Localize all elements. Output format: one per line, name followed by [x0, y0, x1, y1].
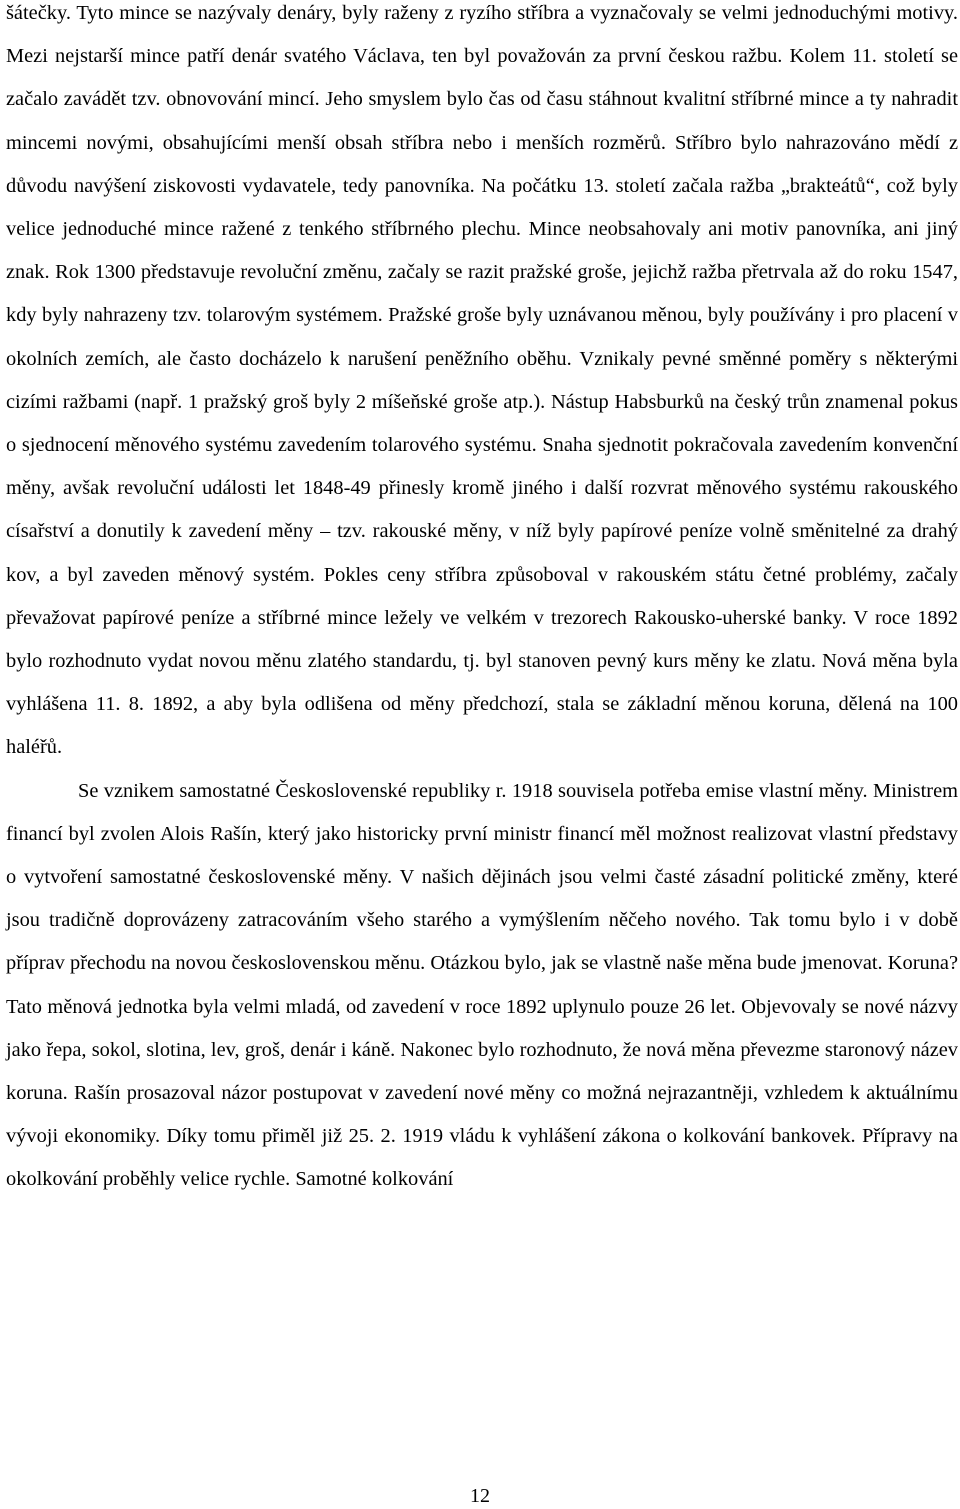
page-number: 12	[470, 1485, 490, 1507]
paragraph-coin-history: šátečky. Tyto mince se nazývaly denáry, byly raženy z ryzího stříbra a vyznačovaly se velmi jednoduchými motivy. Mezi nejstarší mince patří denár svatého Václava, ten byl považován za první českou ražbu. Kolem 11. století se začalo zavádět tzv. obnovování mincí. Jeho smyslem bylo čas od času stáhnout kvalitní stříbrné mince a ty nahradit mincemi novými, obsahujícími menší obsah stříbra nebo i menších rozměrů. Stříbro bylo nahrazováno mědí z důvodu navýšení ziskovosti vydavatele, tedy panovníka. Na počátku 13. století začala ražba „brakteátů“, což byly velice jednoduché mince ražené z tenkého stříbrného plechu. Mince neobsahovaly ani motiv panovníka, ani jiný znak. Rok 1300 představuje revoluční změnu, začaly se razit pražské groše, jejichž ražba přetrvala až do roku 1547, kdy byly nahrazeny tzv. tolarovým systémem. Pražské groše byly uznávanou měnou, byly používány i pro placení v okolních zemích, ale často docházelo k narušení peněžního oběhu. Vznikaly pevné směnné poměry s některými cizími ražbami (např. 1 pražský groš byly 2 míšeňské groše atp.). Nástup Habsburků na český trůn znamenal pokus o sjednocení měnového systému zavedením tolarového systému. Snaha sjednotit pokračovala zavedením konvenční měny, avšak revoluční události let 1848-49 přinesly kromě jiného i další rozvrat měnového systému rakouského císařství a donutily k zavedení měny – tzv. rakouské měny, v níž byly papírové peníze volně směnitelné za drahý kov, a byl zaveden měnový systém. Pokles ceny stříbra způsoboval v rakouském státu četné problémy, začaly převažovat papírové peníze a stříbrné mince ležely ve velkém v trezorech Rakousko-uherské banky. V roce 1892 bylo rozhodnuto vydat novou měnu zlatého standardu, tj. byl stanoven pevný kurs měny ke zlatu. Nová měna byla vyhlášena 11. 8. 1892, a aby byla odlišena od měny předchozí, stala se základní měnou koruna, dělená na 100 haléřů.	[6, 2, 958, 759]
paragraph-czechoslovak-currency: Se vznikem samostatné Československé republiky r. 1918 souvisela potřeba emise vlastní měny. Ministrem financí byl zvolen Alois Rašín, který jako historicky první ministr financí měl možnost realizovat vlastní představy o vytvoření samostatné československé měny. V našich dějinách jsou velmi časté zásadní politické změny, které jsou tradičně doprovázeny zatracováním všeho starého a vymýšlením něčeho nového. Tak tomu bylo i v době příprav přechodu na novou československou měnu. Otázkou bylo, jak se vlastně naše měna bude jmenovat. Koruna? Tato měnová jednotka byla velmi mladá, od zavedení v roce 1892 uplynulo pouze 26 let. Objevovaly se nové názvy jako řepa, sokol, slotina, lev, groš, denár i káně. Nakonec bylo rozhodnuto, že nová měna převezme staronový název koruna. Rašín prosazoval názor postupovat v zavedení nové měny co možná nejrazantněji, vzhledem k aktuálnímu vývoji ekonomiky. Díky tomu přiměl již 25. 2. 1919 vládu k vyhlášení zákona o kolkování bankovek. Přípravy na okolkování proběhly velice rychle. Samotné kolkování	[6, 779, 958, 1191]
document-body	[6, 0, 958, 1202]
